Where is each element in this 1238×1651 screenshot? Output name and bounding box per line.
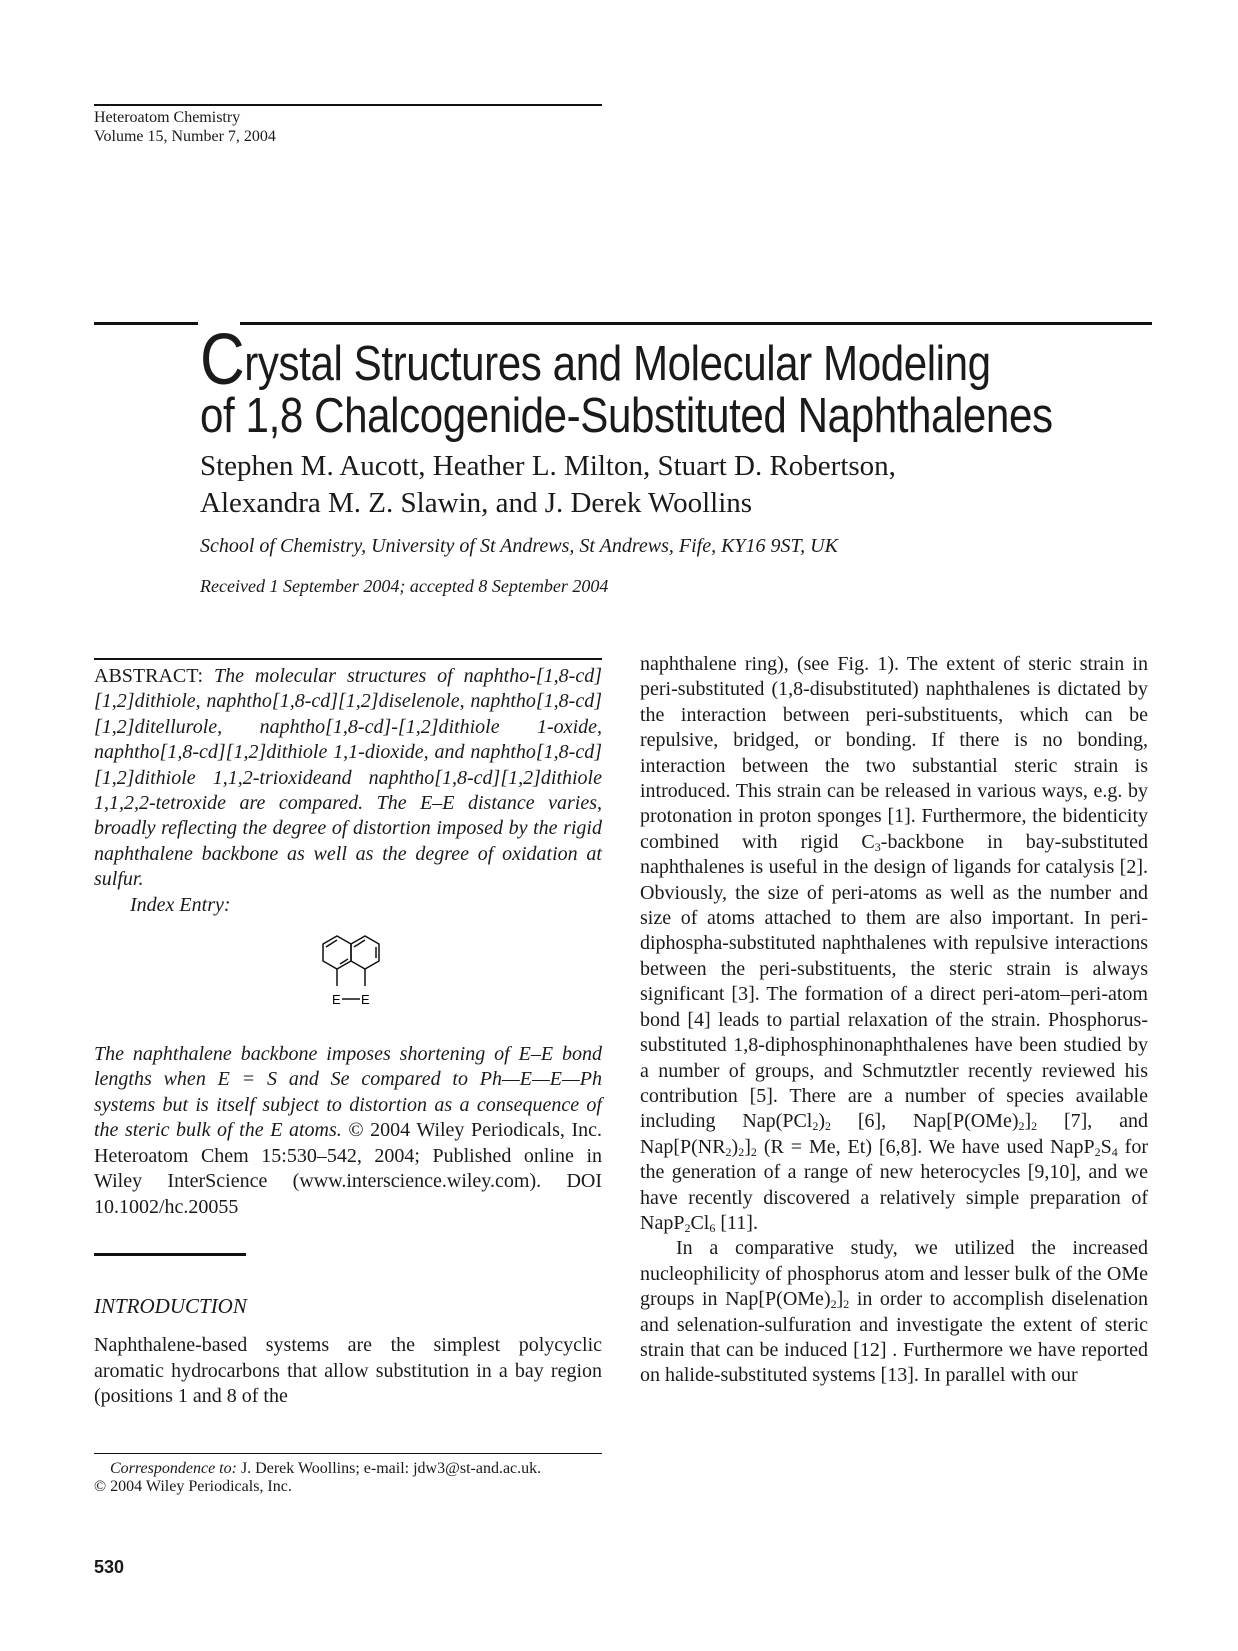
title-line-2: of 1,8 Chalcogenide-Substituted Naphthalenes [200, 389, 1053, 443]
paper-title [200, 320, 1053, 443]
authors-line-2: Alexandra M. Z. Slawin, and J. Derek Woollins [200, 487, 753, 519]
index-entry-label: Index Entry: [130, 893, 231, 916]
authors-line-1: Stephen M. Aucott, Heather L. Milton, Stuart D. Robertson, [200, 450, 896, 482]
index-structure [94, 918, 602, 1042]
footnote-label: Correspondence to: [110, 1460, 237, 1477]
title-rule-right [240, 322, 1152, 325]
right-paragraph-2: In a comparative study, we utilized the increased nucleophilicity of phosphorus atom and lesser bulk of the OMe groups in $Nap[P(OMe)_2]_2$ in order to accomplish diselenation and selenation-sulfuration and investigate the extent of steric strain that can be induced [12] . Furthermore we have reported on halide-substituted systems [13]. In parallel with our [640, 1237, 1148, 1387]
abstract [94, 664, 602, 893]
page-number: 530 [94, 1557, 125, 1577]
received-dates: Received 1 September 2004; accepted 8 September 2004 [200, 576, 609, 596]
authors [200, 448, 1160, 522]
introduction-paragraph-1: Naphthalene-based systems are the simplest polycyclic aromatic hydrocarbons that allow substitution in a bay region (positions 1 and 8 of the [94, 1334, 602, 1408]
footnote-copyright: © 2004 Wiley Periodicals, Inc. [94, 1478, 292, 1495]
footnote-rule [94, 1453, 602, 1454]
footnote-text: J. Derek Woollins; e-mail: jdw3@st-and.ac.uk. [240, 1460, 542, 1477]
abstract-caption-italic: The naphthalene backbone imposes shortening of E–E bond lengths when E = S and Se compared to Ph—E—E—Ph systems but is itself subject to distortion as a consequence of the steric bulk of the E atoms. [94, 1043, 602, 1142]
abstract-text: The molecular structures of naphtho-[1,8-cd][1,2]dithiole, naphtho[1,8-cd][1,2]diselenole, naphtho[1,8-cd][1,2]ditellurole, naphtho[1,8-cd]-[1,2]dithiole 1-oxide, naphtho[1,8-cd][1,2]dithiole 1,1-dioxide, and naphtho[1,8-cd][1,2]dithiole 1,1,2-trioxideand naphtho[1,8-cd][1,2]dithiole 1,1,2,2-tetroxide are compared. The E–E distance varies, broadly reflecting the degree of distortion imposed by the rigid naphthalene backbone as well as the degree of oxidation at sulfur. [94, 665, 603, 891]
journal-header-rule [94, 104, 602, 106]
naphthalene-structure-diagram [94, 918, 602, 1042]
abstract-caption-citation: © 2004 Wiley Periodicals, Inc. Heteroatom Chem 15:530–542, 2004; Published online in Wiley InterScience (www.interscience.wiley.com). DOI 10.1002/hc.20055 [94, 1119, 603, 1218]
title-drop-cap: C [200, 320, 245, 400]
right-paragraph-1: naphthalene ring), (see Fig. 1). The extent of steric strain in peri-substituted (1,8-disubstituted) naphthalenes is dictated by the interaction between peri-substituents, which can be repulsive, bridged, or bonding. If there is no bonding, interaction between the two substantial steric strain is introduced. This strain can be released in various ways, e.g. by protonation in proton sponges [1]. Furthermore, the bidenticity combined with rigid $C_3$-backbone in bay-substituted naphthalenes is useful in the design of ligands for catalysis [2]. Obviously, the size of peri-atoms as well as the number and size of atoms attached to them are also important. In peri-diphospha-substituted naphthalenes with repulsive interactions between the peri-substituents, the steric strain is always significant [3]. The formation of a direct peri-atom–peri-atom bond [4] leads to partial relaxation of the strain. Phosphorus-substituted 1,8-diphosphinonaphthalenes have been studied by a number of groups, and Schmutztler recently reviewed his contribution [5]. There are a number of species available including $Nap(PCl_2)_2$ [6], $Nap[P(OMe)_2]_2$ [7], and $Nap[P(NR_2)_2]_2$ (R = Me, Et) [6,8]. We have used $NapP_2S_4$ for the generation of a range of new heterocycles [9,10], and we have recently discovered a relatively simple preparation of $NapP_2Cl_6$ [11]. [640, 653, 1149, 1235]
journal-volume: Volume 15, Number 7, 2004 [94, 128, 276, 145]
footnote [94, 1460, 602, 1496]
introduction-section [94, 1294, 602, 1410]
affiliation: School of Chemistry, University of St Andrews, St Andrews, Fife, KY16 9ST, UK [200, 535, 838, 557]
abstract-bottom-rule [94, 1253, 246, 1256]
journal-header [94, 108, 276, 146]
structure-label-right: E [361, 992, 370, 1008]
title-line-1: rystal Structures and Molecular Modeling [244, 337, 991, 391]
right-column [640, 652, 1148, 1389]
abstract-top-rule [94, 658, 602, 660]
title-rule-left [94, 322, 198, 325]
abstract-label: ABSTRACT: [94, 665, 204, 687]
structure-label-left: E [332, 992, 341, 1008]
title-block [200, 320, 1160, 597]
left-column [94, 664, 602, 1220]
abstract-caption [94, 1042, 602, 1220]
journal-name: Heteroatom Chemistry [94, 109, 241, 126]
introduction-heading: INTRODUCTION [94, 1294, 247, 1318]
